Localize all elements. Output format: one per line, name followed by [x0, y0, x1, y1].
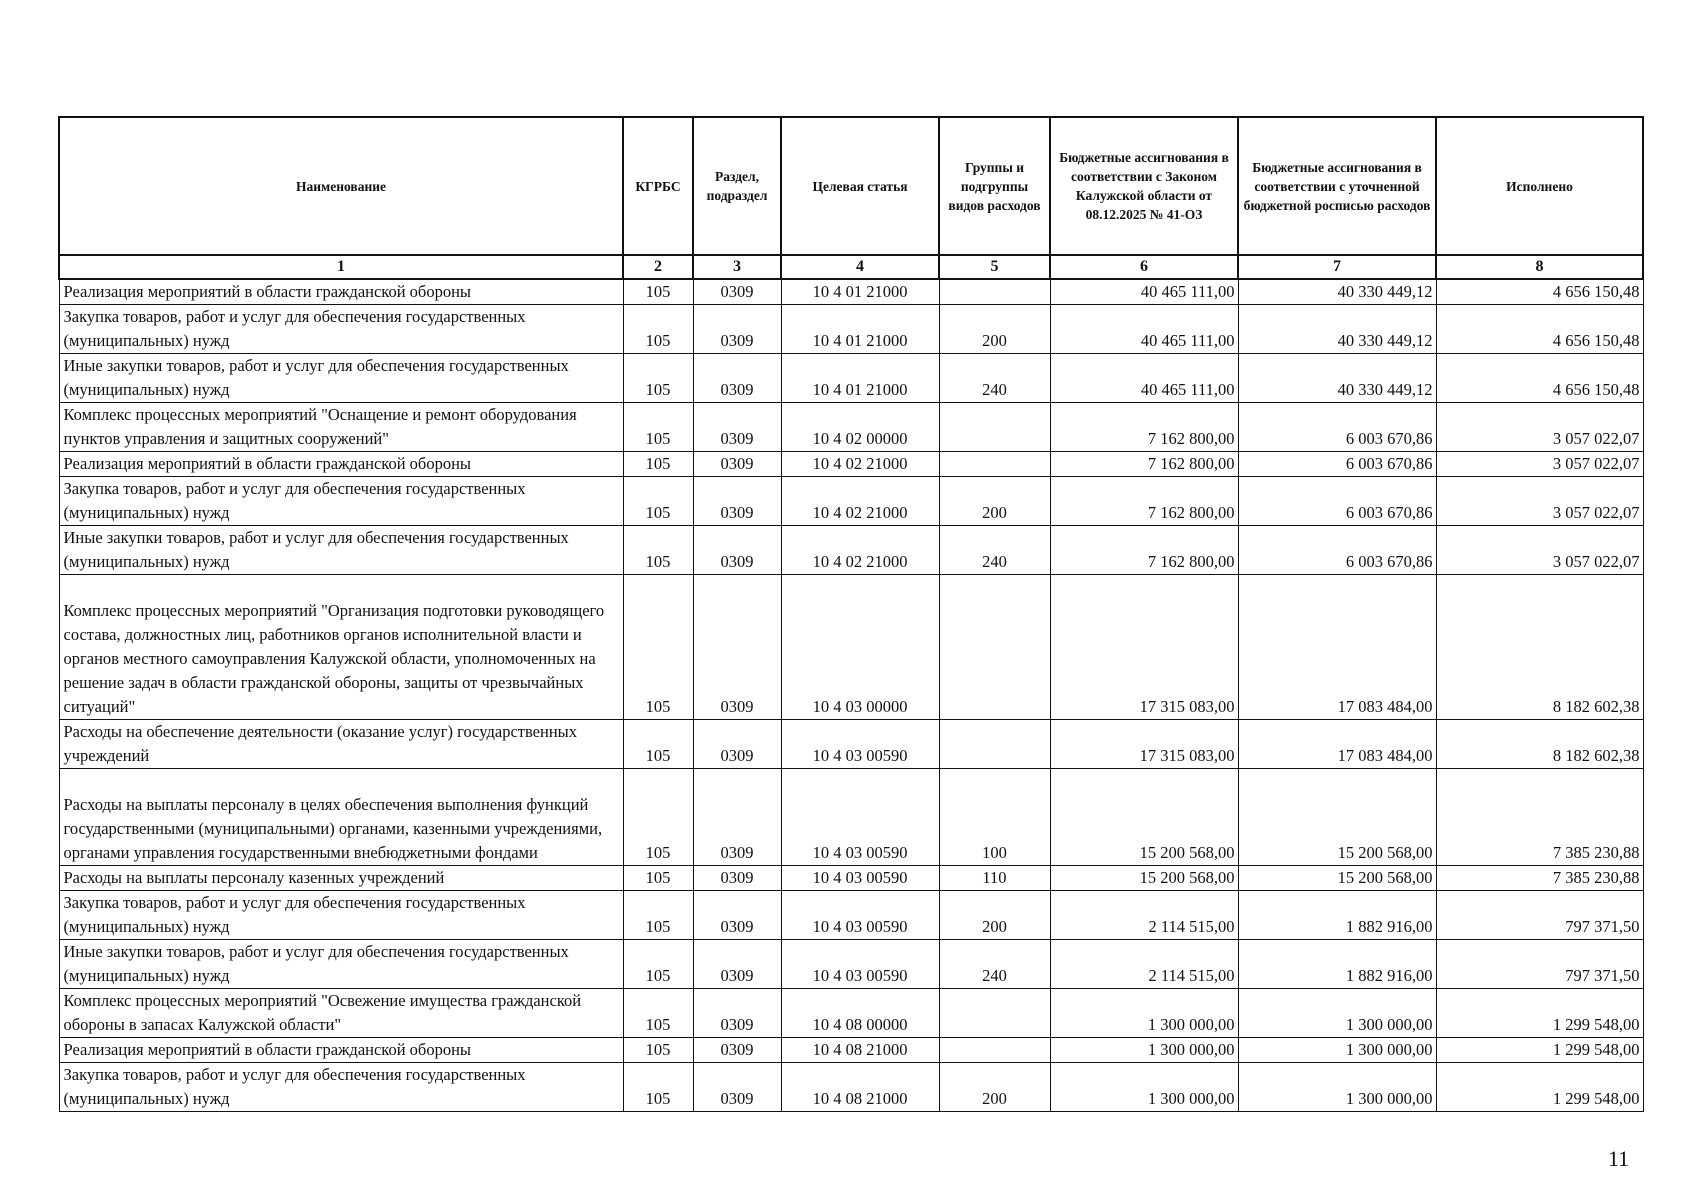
row-refined-amount: 6 003 670,86 [1238, 477, 1436, 526]
row-section: 0309 [693, 720, 781, 769]
column-number: 8 [1436, 255, 1643, 279]
row-kgrbs: 105 [623, 720, 693, 769]
row-refined-amount: 6 003 670,86 [1238, 403, 1436, 452]
table-row [59, 989, 1643, 1038]
row-refined-amount: 17 083 484,00 [1238, 575, 1436, 720]
row-law-amount: 40 465 111,00 [1050, 305, 1238, 354]
row-section: 0309 [693, 891, 781, 940]
row-kgrbs: 105 [623, 769, 693, 866]
row-executed-amount: 3 057 022,07 [1436, 403, 1643, 452]
row-refined-amount: 1 882 916,00 [1238, 940, 1436, 989]
row-law-amount: 1 300 000,00 [1050, 1038, 1238, 1063]
row-section: 0309 [693, 279, 781, 305]
row-name: Закупка товаров, работ и услуг для обеспечения государственных (муниципальных) нужд [59, 305, 623, 354]
header-section: Раздел, подраздел [693, 117, 781, 255]
row-kgrbs: 105 [623, 940, 693, 989]
row-group: 200 [939, 891, 1050, 940]
row-group: 100 [939, 769, 1050, 866]
row-name: Закупка товаров, работ и услуг для обеспечения государственных (муниципальных) нужд [59, 1063, 623, 1112]
column-number: 1 [59, 255, 623, 279]
row-group: 200 [939, 477, 1050, 526]
row-executed-amount: 4 656 150,48 [1436, 305, 1643, 354]
row-name: Комплекс процессных мероприятий "Освежение имущества гражданской обороны в запасах Калужской области" [59, 989, 623, 1038]
row-group [939, 575, 1050, 720]
row-law-amount: 1 300 000,00 [1050, 1063, 1238, 1112]
row-target: 10 4 02 21000 [781, 452, 939, 477]
row-section: 0309 [693, 866, 781, 891]
column-number: 3 [693, 255, 781, 279]
row-executed-amount: 797 371,50 [1436, 940, 1643, 989]
row-section: 0309 [693, 1038, 781, 1063]
row-executed-amount: 3 057 022,07 [1436, 526, 1643, 575]
row-section: 0309 [693, 940, 781, 989]
column-number: 5 [939, 255, 1050, 279]
row-kgrbs: 105 [623, 1063, 693, 1112]
column-number-row [59, 255, 1643, 279]
row-section: 0309 [693, 769, 781, 866]
row-law-amount: 40 465 111,00 [1050, 354, 1238, 403]
row-executed-amount: 1 299 548,00 [1436, 1063, 1643, 1112]
row-kgrbs: 105 [623, 452, 693, 477]
row-section: 0309 [693, 1063, 781, 1112]
row-executed-amount: 8 182 602,38 [1436, 720, 1643, 769]
row-law-amount: 1 300 000,00 [1050, 989, 1238, 1038]
table-body [59, 279, 1643, 1112]
row-target: 10 4 03 00590 [781, 891, 939, 940]
row-refined-amount: 1 882 916,00 [1238, 891, 1436, 940]
row-executed-amount: 3 057 022,07 [1436, 477, 1643, 526]
header-name: Наименование [59, 117, 623, 255]
row-name: Расходы на обеспечение деятельности (оказание услуг) государственных учреждений [59, 720, 623, 769]
row-executed-amount: 3 057 022,07 [1436, 452, 1643, 477]
row-kgrbs: 105 [623, 305, 693, 354]
table-row [59, 305, 1643, 354]
page-number: 11 [1608, 1146, 1630, 1171]
row-law-amount: 15 200 568,00 [1050, 769, 1238, 866]
header-groups: Группы и подгруппы видов расходов [939, 117, 1050, 255]
row-kgrbs: 105 [623, 403, 693, 452]
table-row [59, 403, 1643, 452]
row-group: 240 [939, 526, 1050, 575]
row-name: Комплекс процессных мероприятий "Оснащение и ремонт оборудования пунктов управления и защитных сооружений" [59, 403, 623, 452]
row-name: Иные закупки товаров, работ и услуг для обеспечения государственных (муниципальных) нужд [59, 940, 623, 989]
header-target: Целевая статья [781, 117, 939, 255]
row-group [939, 279, 1050, 305]
header-executed: Исполнено [1436, 117, 1643, 255]
row-group: 240 [939, 940, 1050, 989]
row-target: 10 4 01 21000 [781, 279, 939, 305]
row-kgrbs: 105 [623, 477, 693, 526]
row-refined-amount: 1 300 000,00 [1238, 1063, 1436, 1112]
row-executed-amount: 1 299 548,00 [1436, 1038, 1643, 1063]
row-law-amount: 2 114 515,00 [1050, 891, 1238, 940]
table-row [59, 1063, 1643, 1112]
row-target: 10 4 08 21000 [781, 1063, 939, 1112]
row-refined-amount: 40 330 449,12 [1238, 279, 1436, 305]
row-executed-amount: 4 656 150,48 [1436, 279, 1643, 305]
row-group: 200 [939, 1063, 1050, 1112]
row-refined-amount: 1 300 000,00 [1238, 1038, 1436, 1063]
column-number: 7 [1238, 255, 1436, 279]
table-row [59, 354, 1643, 403]
row-law-amount: 15 200 568,00 [1050, 866, 1238, 891]
row-law-amount: 40 465 111,00 [1050, 279, 1238, 305]
table-row [59, 452, 1643, 477]
row-group: 110 [939, 866, 1050, 891]
row-refined-amount: 6 003 670,86 [1238, 526, 1436, 575]
table-header-row [59, 117, 1643, 255]
row-name: Иные закупки товаров, работ и услуг для обеспечения государственных (муниципальных) нужд [59, 354, 623, 403]
row-target: 10 4 03 00590 [781, 940, 939, 989]
row-kgrbs: 105 [623, 989, 693, 1038]
row-name: Реализация мероприятий в области гражданской обороны [59, 452, 623, 477]
row-target: 10 4 03 00000 [781, 575, 939, 720]
row-name: Закупка товаров, работ и услуг для обеспечения государственных (муниципальных) нужд [59, 891, 623, 940]
row-group: 200 [939, 305, 1050, 354]
row-target: 10 4 03 00590 [781, 866, 939, 891]
column-number: 2 [623, 255, 693, 279]
row-group [939, 452, 1050, 477]
row-target: 10 4 03 00590 [781, 720, 939, 769]
row-executed-amount: 7 385 230,88 [1436, 769, 1643, 866]
row-name: Закупка товаров, работ и услуг для обеспечения государственных (муниципальных) нужд [59, 477, 623, 526]
row-law-amount: 17 315 083,00 [1050, 720, 1238, 769]
table-row [59, 720, 1643, 769]
row-refined-amount: 40 330 449,12 [1238, 354, 1436, 403]
row-refined-amount: 17 083 484,00 [1238, 720, 1436, 769]
row-refined-amount: 40 330 449,12 [1238, 305, 1436, 354]
header-law: Бюджетные ассигнования в соответствии с Законом Калужской области от 08.12.2025 № 41-ОЗ [1050, 117, 1238, 255]
row-section: 0309 [693, 403, 781, 452]
table-row [59, 477, 1643, 526]
column-number: 4 [781, 255, 939, 279]
row-group [939, 1038, 1050, 1063]
table-row [59, 769, 1643, 866]
table-row [59, 526, 1643, 575]
row-group [939, 720, 1050, 769]
table-row [59, 940, 1643, 989]
row-kgrbs: 105 [623, 354, 693, 403]
row-section: 0309 [693, 354, 781, 403]
row-law-amount: 2 114 515,00 [1050, 940, 1238, 989]
row-executed-amount: 4 656 150,48 [1436, 354, 1643, 403]
header-refined: Бюджетные ассигнования в соответствии с уточненной бюджетной росписью расходов [1238, 117, 1436, 255]
row-name: Иные закупки товаров, работ и услуг для обеспечения государственных (муниципальных) нужд [59, 526, 623, 575]
table-row [59, 575, 1643, 720]
row-section: 0309 [693, 989, 781, 1038]
row-refined-amount: 15 200 568,00 [1238, 769, 1436, 866]
row-target: 10 4 02 21000 [781, 526, 939, 575]
table-row [59, 1038, 1643, 1063]
row-law-amount: 7 162 800,00 [1050, 526, 1238, 575]
row-section: 0309 [693, 452, 781, 477]
row-group: 240 [939, 354, 1050, 403]
row-kgrbs: 105 [623, 891, 693, 940]
row-group [939, 403, 1050, 452]
row-executed-amount: 1 299 548,00 [1436, 989, 1643, 1038]
row-section: 0309 [693, 305, 781, 354]
row-name: Расходы на выплаты персоналу казенных учреждений [59, 866, 623, 891]
row-executed-amount: 797 371,50 [1436, 891, 1643, 940]
row-law-amount: 7 162 800,00 [1050, 403, 1238, 452]
row-refined-amount: 15 200 568,00 [1238, 866, 1436, 891]
row-target: 10 4 03 00590 [781, 769, 939, 866]
row-section: 0309 [693, 526, 781, 575]
row-executed-amount: 7 385 230,88 [1436, 866, 1643, 891]
table-row [59, 279, 1643, 305]
row-target: 10 4 02 21000 [781, 477, 939, 526]
table-row [59, 891, 1643, 940]
row-kgrbs: 105 [623, 575, 693, 720]
column-number: 6 [1050, 255, 1238, 279]
row-target: 10 4 02 00000 [781, 403, 939, 452]
row-target: 10 4 08 21000 [781, 1038, 939, 1063]
row-executed-amount: 8 182 602,38 [1436, 575, 1643, 720]
budget-table-container [58, 116, 1642, 1112]
row-refined-amount: 6 003 670,86 [1238, 452, 1436, 477]
row-name: Комплекс процессных мероприятий "Организация подготовки руководящего состава, должностных лиц, работников органов исполнительной власти и органов местного самоуправления Калужской области, уполномоченных на решение задач в области гражданской обороны, защиты от чрезвычайных ситуаций" [59, 575, 623, 720]
row-kgrbs: 105 [623, 866, 693, 891]
header-kgrbs: КГРБС [623, 117, 693, 255]
row-law-amount: 17 315 083,00 [1050, 575, 1238, 720]
row-target: 10 4 08 00000 [781, 989, 939, 1038]
row-section: 0309 [693, 477, 781, 526]
row-name: Реализация мероприятий в области гражданской обороны [59, 279, 623, 305]
row-name: Реализация мероприятий в области гражданской обороны [59, 1038, 623, 1063]
row-law-amount: 7 162 800,00 [1050, 477, 1238, 526]
budget-table [58, 116, 1644, 1112]
row-kgrbs: 105 [623, 279, 693, 305]
row-law-amount: 7 162 800,00 [1050, 452, 1238, 477]
row-group [939, 989, 1050, 1038]
row-kgrbs: 105 [623, 526, 693, 575]
row-target: 10 4 01 21000 [781, 305, 939, 354]
row-refined-amount: 1 300 000,00 [1238, 989, 1436, 1038]
table-row [59, 866, 1643, 891]
row-kgrbs: 105 [623, 1038, 693, 1063]
row-name: Расходы на выплаты персоналу в целях обеспечения выполнения функций государственными (муниципальными) органами, казенными учреждениями, органами управления государственными внебюджетными фондами [59, 769, 623, 866]
row-section: 0309 [693, 575, 781, 720]
row-target: 10 4 01 21000 [781, 354, 939, 403]
